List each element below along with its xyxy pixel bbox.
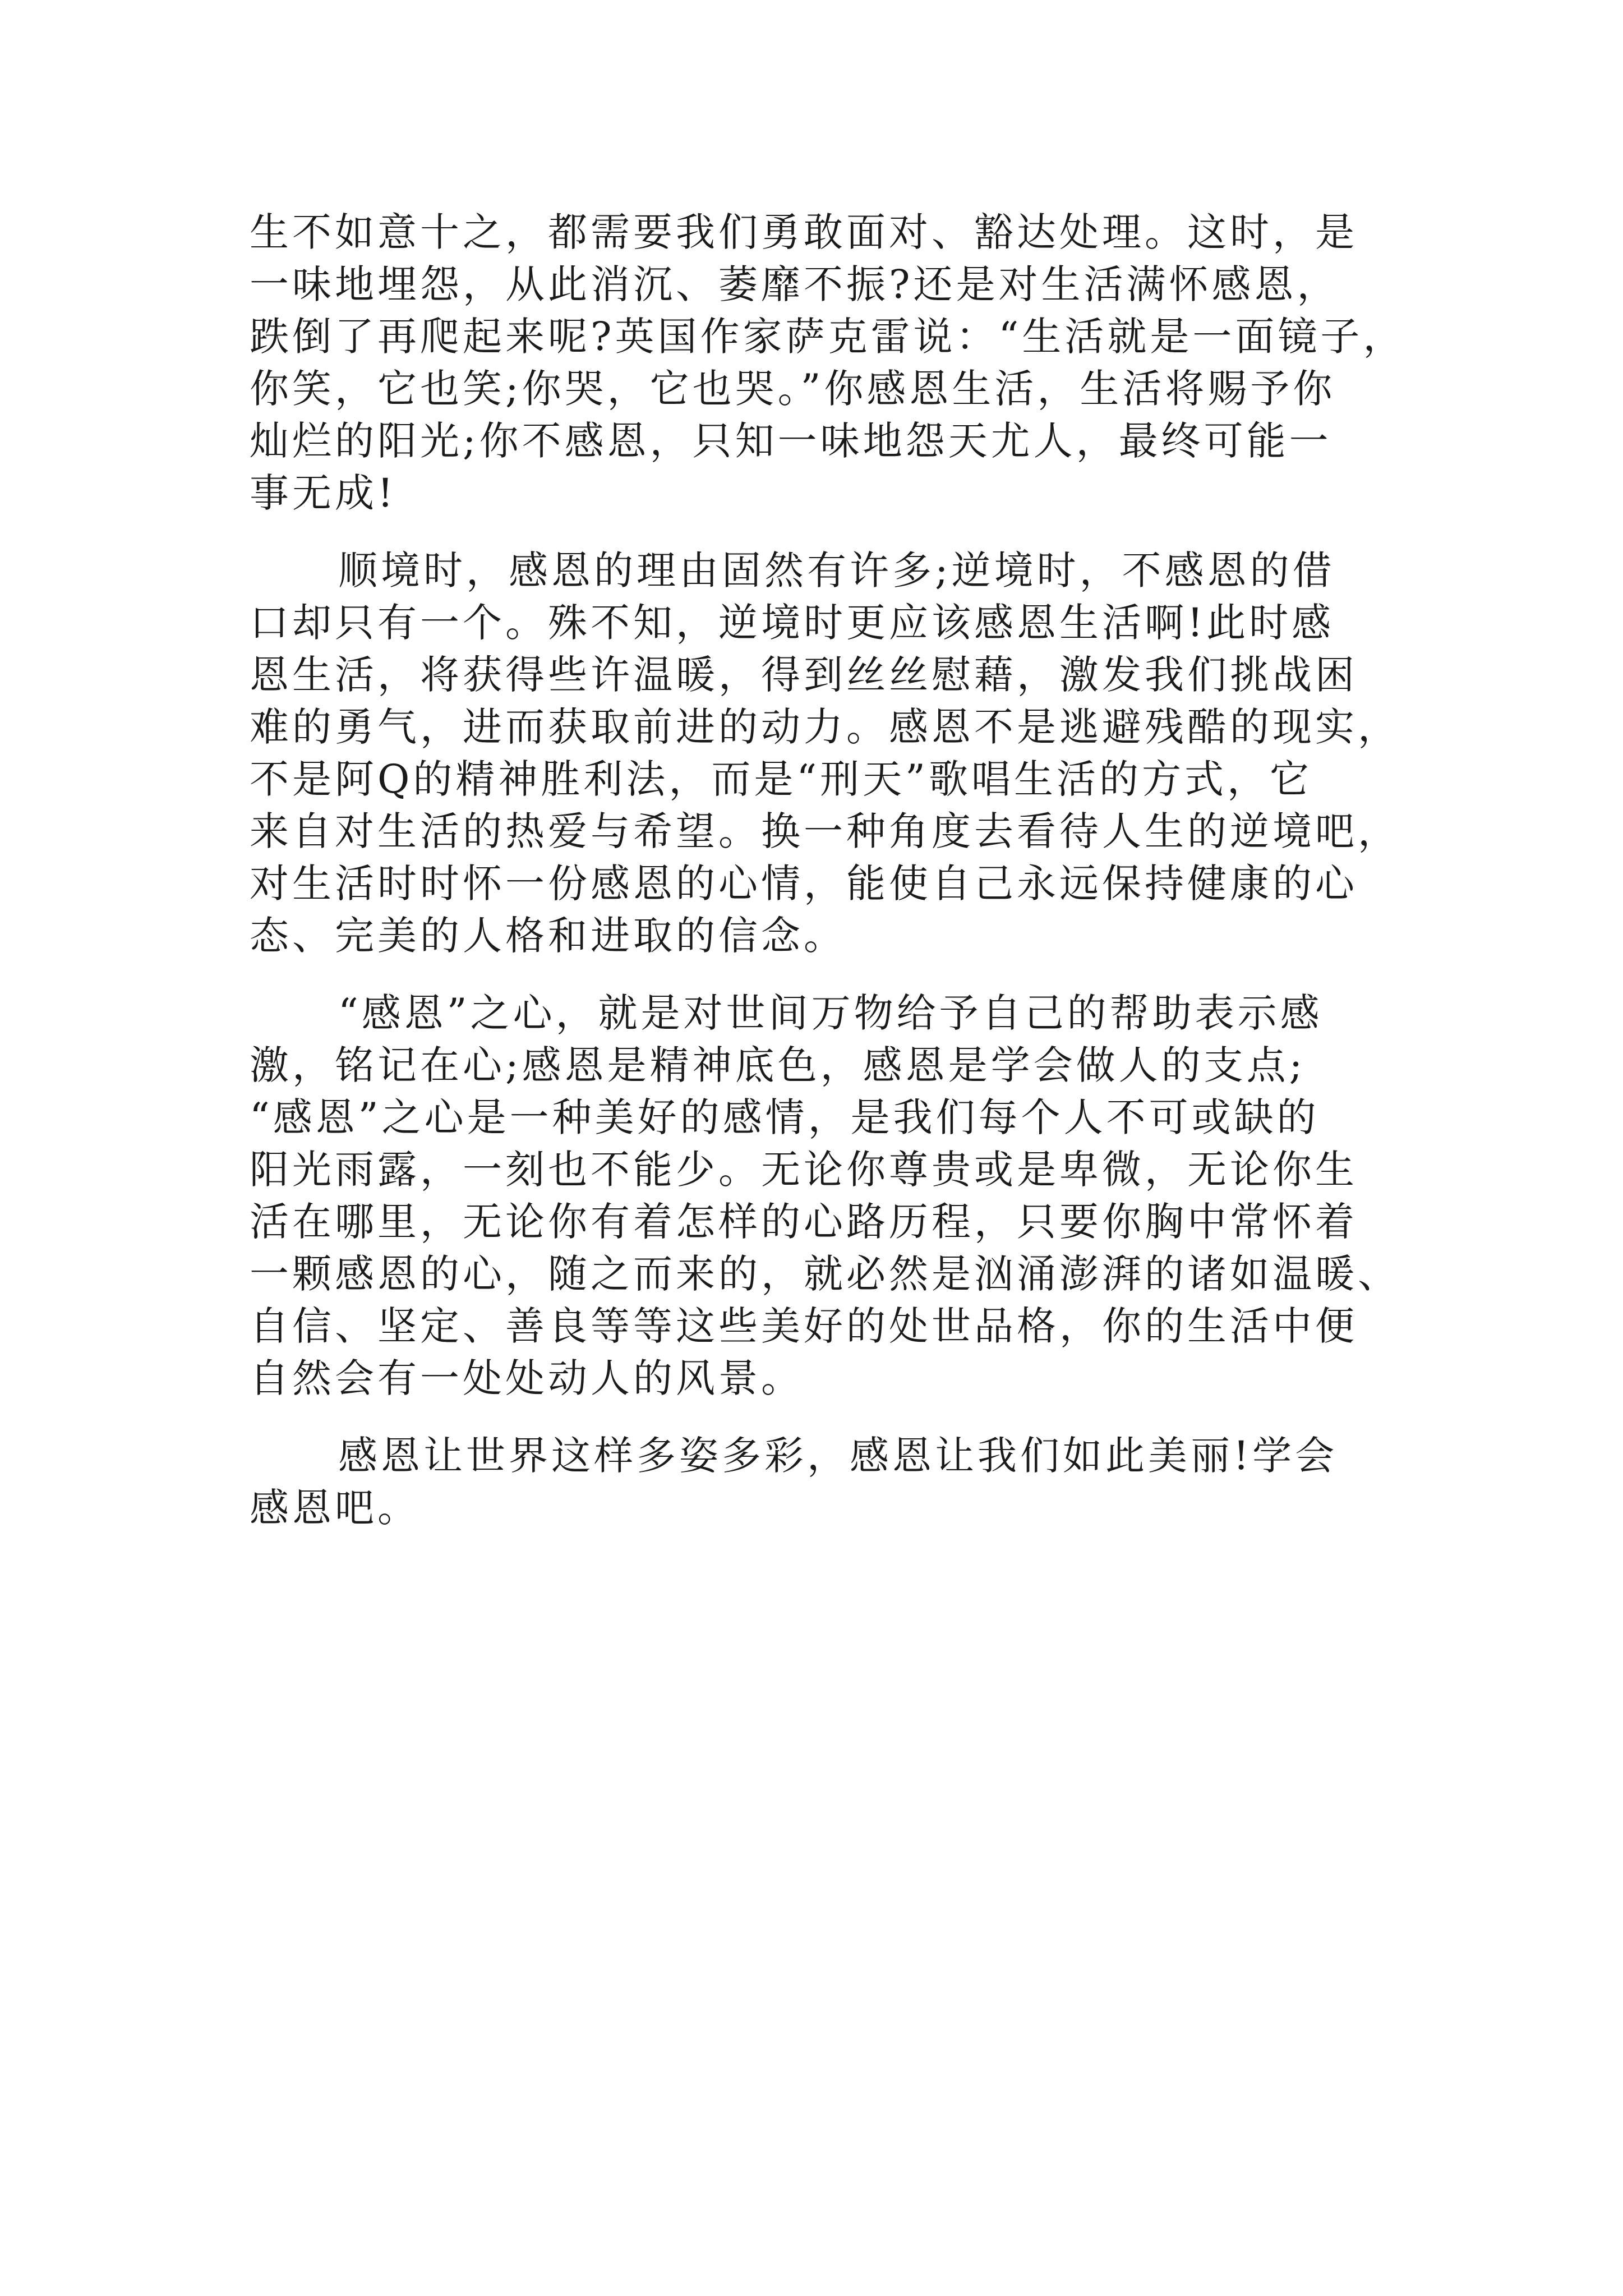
text-line: 生不如意十之，都需要我们勇敢面对、豁达处理。这时，是 bbox=[250, 209, 1358, 255]
text-line: 跌倒了再爬起来呢?英国作家萨克雷说：“生活就是一面镜子， bbox=[250, 314, 1406, 360]
text-line: 激，铭记在心;感恩是精神底色，感恩是学会做人的支点; bbox=[250, 1042, 1306, 1088]
text-line: 口却只有一个。殊不知，逆境时更应该感恩生活啊!此时感 bbox=[250, 600, 1335, 646]
text-line: 一颗感恩的心，随之而来的，就必然是汹涌澎湃的诸如温暖、 bbox=[250, 1251, 1400, 1297]
text-line: 活在哪里，无论你有着怎样的心路历程，只要你胸中常怀着 bbox=[250, 1199, 1358, 1245]
text-line: 阳光雨露，一刻也不能少。无论你尊贵或是卑微，无论你生 bbox=[250, 1147, 1358, 1193]
text-line: 感恩吧。 bbox=[250, 1485, 420, 1531]
paragraph-2 bbox=[250, 545, 1433, 962]
text-line: 来自对生活的热爱与希望。换一种角度去看待人生的逆境吧， bbox=[250, 808, 1400, 854]
paragraph-4 bbox=[250, 1430, 1433, 1534]
text-line: 自然会有一处处动人的风景。 bbox=[250, 1355, 804, 1401]
text-line: 难的勇气，进而获取前进的动力。感恩不是逃避残酷的现实， bbox=[250, 704, 1400, 750]
text-line: 你笑，它也笑;你哭，它也哭。”你感恩生活，生活将赐予你 bbox=[250, 366, 1336, 412]
paragraph-3 bbox=[250, 987, 1433, 1405]
text-line: 顺境时，感恩的理由固然有许多;逆境时，不感恩的借 bbox=[338, 547, 1335, 593]
text-line: “感恩”之心，就是对世间万物给予自己的帮助表示感 bbox=[338, 990, 1323, 1036]
text-line: 事无成! bbox=[250, 470, 397, 516]
text-line: 感恩让世界这样多姿多彩，感恩让我们如此美丽!学会 bbox=[338, 1433, 1338, 1479]
text-line: 对生活时时怀一份感恩的心情，能使自己永远保持健康的心 bbox=[250, 861, 1358, 907]
text-line: 灿烂的阳光;你不感恩，只知一味地怨天尤人，最终可能一 bbox=[250, 418, 1332, 464]
text-line: 态、完美的人格和进取的信念。 bbox=[250, 913, 846, 959]
text-line: 一味地埋怨，从此消沉、萎靡不振?还是对生活满怀感恩， bbox=[250, 261, 1340, 307]
text-line: 不是阿Q的精神胜利法，而是“刑天”歌唱生活的方式，它 bbox=[250, 756, 1312, 802]
document-body bbox=[250, 206, 1433, 1534]
text-line: “感恩”之心是一种美好的感情，是我们每个人不可或缺的 bbox=[250, 1094, 1320, 1140]
paragraph-1 bbox=[250, 206, 1433, 519]
text-line: 自信、坚定、善良等等这些美好的处世品格，你的生活中便 bbox=[250, 1303, 1358, 1349]
text-line: 恩生活，将获得些许温暖，得到丝丝慰藉，激发我们挑战困 bbox=[250, 652, 1358, 698]
